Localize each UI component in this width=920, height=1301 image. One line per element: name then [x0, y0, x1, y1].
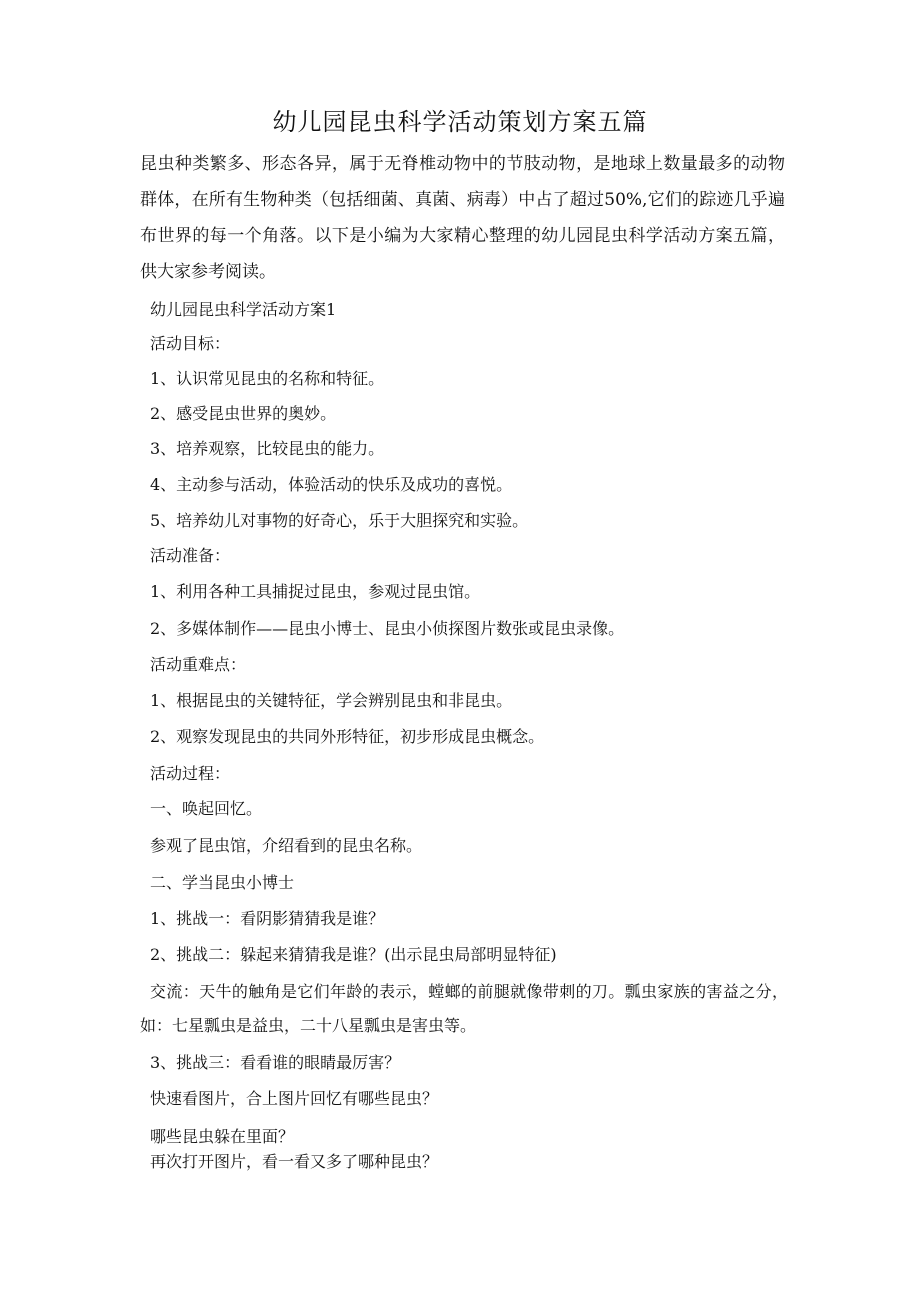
- heading-activity-goals: 活动目标：: [150, 334, 231, 353]
- preparation-item-2: 2、多媒体制作——昆虫小博士、昆虫小侦探图片数张或昆虫录像。: [150, 619, 625, 638]
- challenge-3: 3、挑战三：看看谁的眼睛最厉害？: [150, 1053, 401, 1072]
- goal-item-3: 3、培养观察，比较昆虫的能力。: [150, 439, 385, 458]
- goal-item-4: 4、主动参与活动，体验活动的快乐及成功的喜悦。: [150, 475, 513, 494]
- intro-paragraph: 昆虫种类繁多、形态各异，属于无脊椎动物中的节肢动物，是地球上数量最多的动物群体，在所有生物种类（包括细菌、真菌、病毒）中占了超过50%,它们的踪迹几乎遍布世界的每一个角落。以下是小编为大家精心整理的幼儿园昆虫科学活动方案五篇，供大家参考阅读。: [140, 154, 785, 282]
- heading-key-difficulties: 活动重难点：: [150, 655, 247, 674]
- process-step-1-detail: 参观了昆虫馆，介绍看到的昆虫名称。: [150, 836, 423, 855]
- challenge-3-detail-1: 快速看图片，合上图片回忆有哪些昆虫？: [150, 1089, 439, 1108]
- goal-item-1: 1、认识常见昆虫的名称和特征。: [150, 369, 385, 388]
- difficulty-item-1: 1、根据昆虫的关键特征，学会辨别昆虫和非昆虫。: [150, 691, 513, 710]
- process-step-2: 二、学当昆虫小博士: [150, 873, 295, 892]
- challenge-2: 2、挑战二：躲起来猜猜我是谁？(出示昆虫局部明显特征): [150, 945, 557, 964]
- difficulty-item-2: 2、观察发现昆虫的共同外形特征，初步形成昆虫概念。: [150, 727, 545, 746]
- goal-item-5: 5、培养幼儿对事物的好奇心，乐于大胆探究和实验。: [150, 511, 529, 530]
- challenge-3-detail-2: 哪些昆虫躲在里面？: [150, 1127, 295, 1146]
- heading-activity-process: 活动过程：: [150, 764, 231, 783]
- heading-activity-preparation: 活动准备：: [150, 546, 231, 565]
- challenge-3-detail-3: 再次打开图片，看一看又多了哪种昆虫？: [150, 1152, 439, 1171]
- challenge-1: 1、挑战一：看阴影猜猜我是谁？: [150, 909, 385, 928]
- process-step-1: 一、唤起回忆。: [150, 799, 263, 818]
- goal-item-2: 2、感受昆虫世界的奥妙。: [150, 404, 337, 423]
- exchange-paragraph: 交流：天牛的触角是它们年龄的表示，螳螂的前腿就像带刺的刀。瓢虫家族的害益之分，如：七星瓢虫是益虫，二十八星瓢虫是害虫等。: [140, 982, 788, 1035]
- preparation-item-1: 1、利用各种工具捕捉过昆虫，参观过昆虫馆。: [150, 582, 481, 601]
- section-heading-plan-1: 幼儿园昆虫科学活动方案1: [150, 300, 337, 319]
- document-title: 幼儿园昆虫科学活动策划方案五篇: [272, 108, 648, 136]
